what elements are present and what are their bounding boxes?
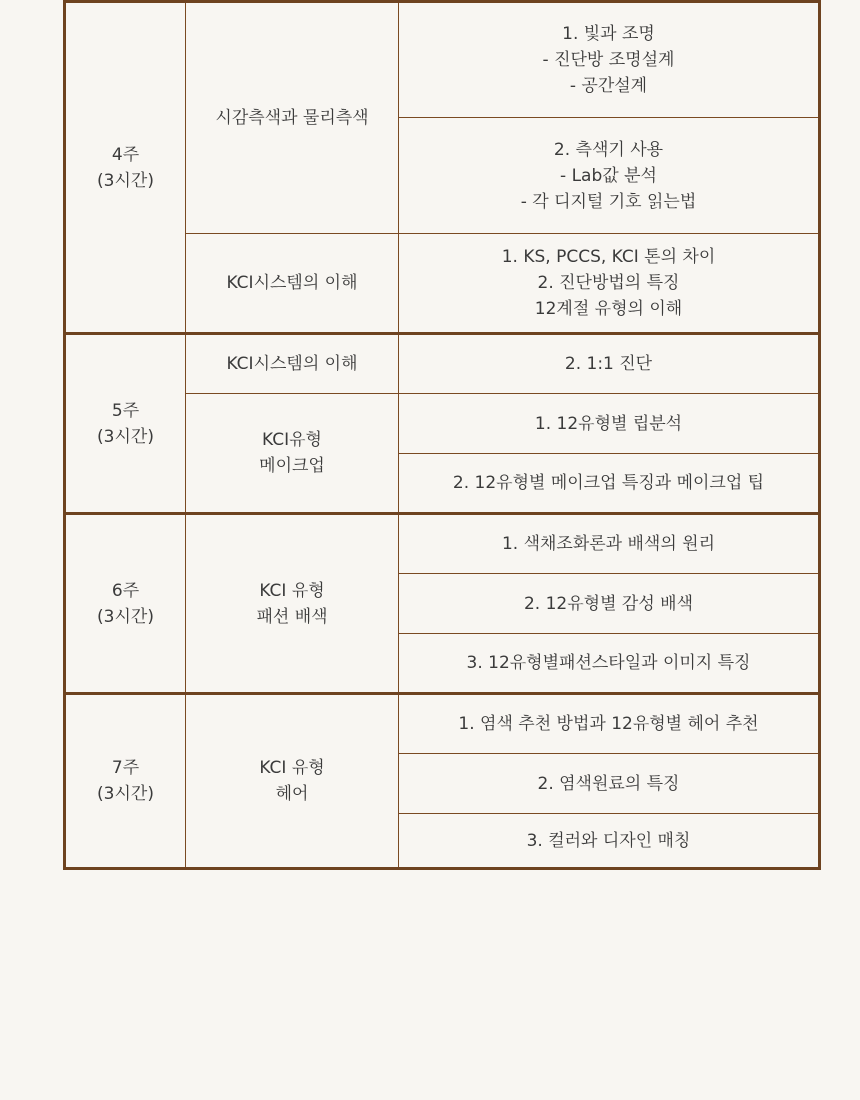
week-cell-6: 6주 (3시간)	[65, 514, 186, 694]
topic-cell: KCI 유형 패션 배색	[186, 514, 399, 694]
topic-cell: KCI유형 메이크업	[186, 394, 399, 514]
topic-cell: KCI 유형 헤어	[186, 694, 399, 869]
curriculum-table-wrapper	[63, 0, 818, 870]
content-cell: 2. 염색원료의 특징	[399, 754, 820, 814]
content-cell: 2. 12유형별 감성 배색	[399, 574, 820, 634]
content-cell: 3. 12유형별패션스타일과 이미지 특징	[399, 634, 820, 694]
content-cell: 1. KS, PCCS, KCI 톤의 차이 2. 진단방법의 특징 12계절 유형의 이해	[399, 234, 820, 334]
curriculum-table	[63, 0, 821, 870]
table-row	[65, 694, 820, 754]
content-cell: 1. 색채조화론과 배색의 원리	[399, 514, 820, 574]
table-row	[65, 514, 820, 574]
content-cell: 1. 12유형별 립분석	[399, 394, 820, 454]
topic-cell: 시감측색과 물리측색	[186, 2, 399, 234]
topic-cell: KCI시스템의 이해	[186, 234, 399, 334]
week-cell-4: 4주 (3시간)	[65, 2, 186, 334]
week-cell-7: 7주 (3시간)	[65, 694, 186, 869]
content-cell: 2. 1:1 진단	[399, 334, 820, 394]
content-cell: 3. 컬러와 디자인 매칭	[399, 814, 820, 869]
topic-cell: KCI시스템의 이해	[186, 334, 399, 394]
table-row	[65, 334, 820, 394]
content-cell: 2. 12유형별 메이크업 특징과 메이크업 팁	[399, 454, 820, 514]
week-cell-5: 5주 (3시간)	[65, 334, 186, 514]
content-cell: 1. 빛과 조명 - 진단방 조명설계 - 공간설계	[399, 2, 820, 118]
content-cell: 2. 측색기 사용 - Lab값 분석 - 각 디지털 기호 읽는법	[399, 118, 820, 234]
content-cell: 1. 염색 추천 방법과 12유형별 헤어 추천	[399, 694, 820, 754]
table-row	[65, 2, 820, 118]
